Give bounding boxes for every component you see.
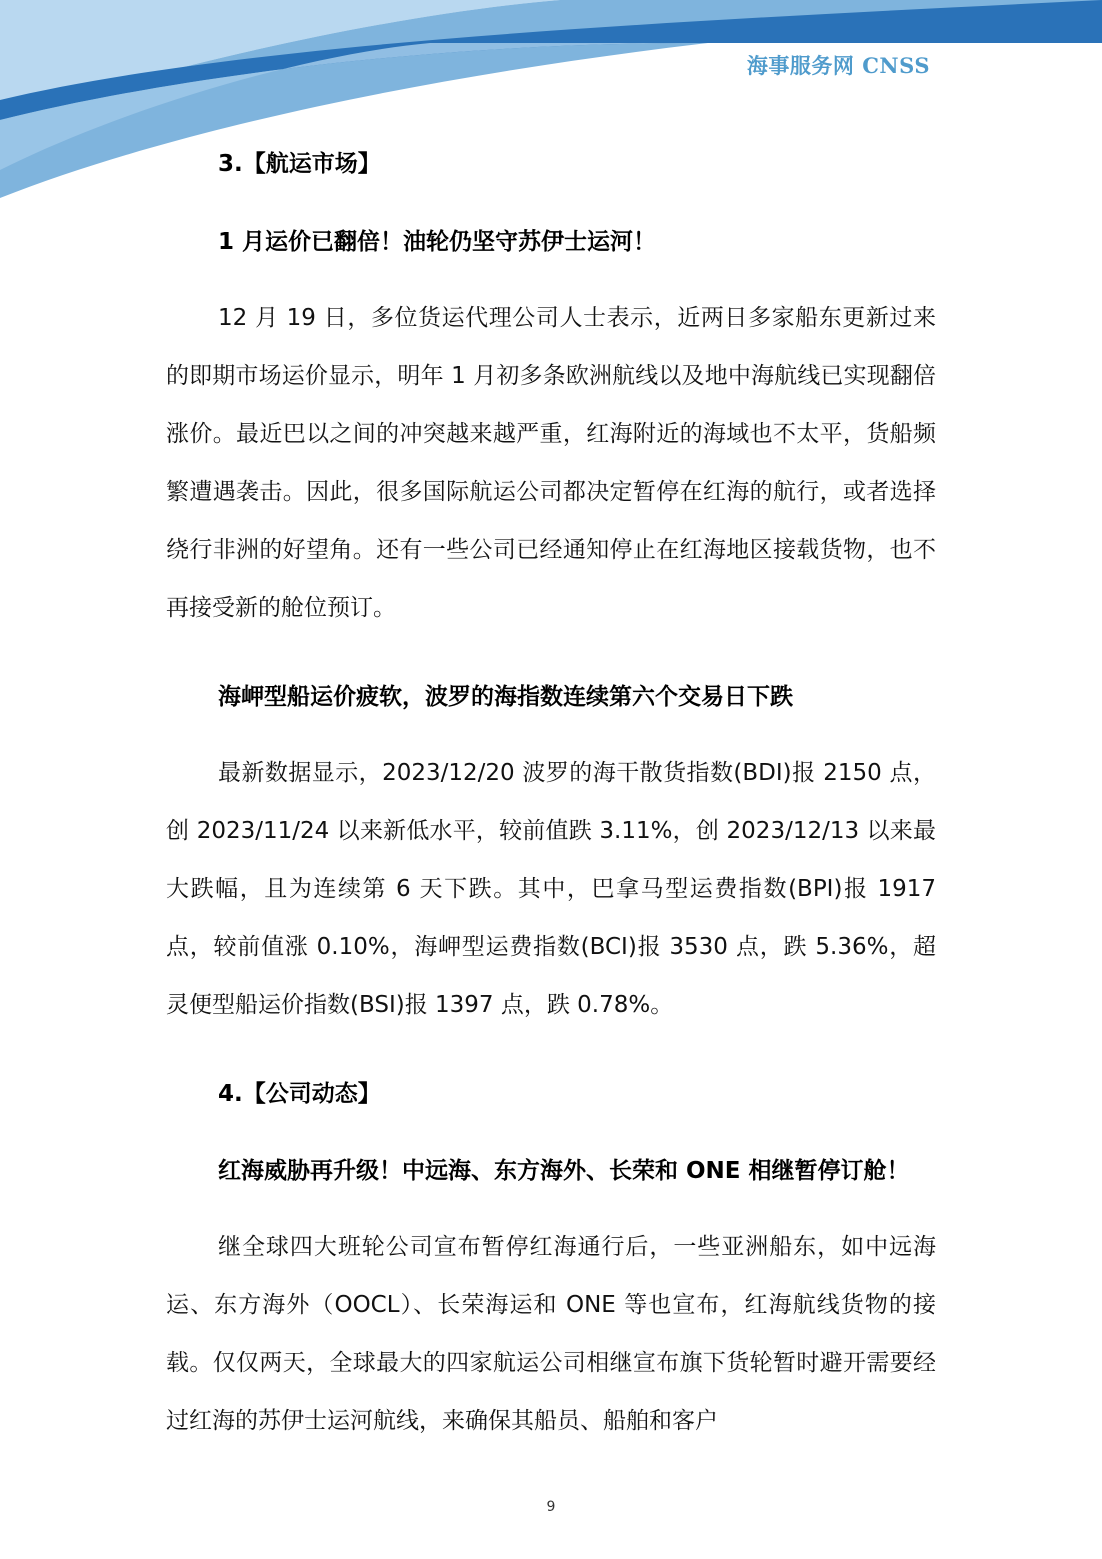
article-title-red-sea-threat: 红海威胁再升级！中远海、东方海外、长荣和 ONE 相继暂停订舱！: [218, 1158, 910, 1184]
article-title-baltic-index: 海岬型船运价疲软，波罗的海指数连续第六个交易日下跌: [218, 684, 793, 710]
brand-header: 海事服务网 CNSS: [746, 53, 930, 78]
section-heading-shipping-market: 3.【航运市场】: [218, 151, 381, 177]
article-body-baltic-index: 最新数据显示，2023/12/20 波罗的海干散货指数(BDI)报 2150 点，创 2023/11/24 以来新低水平，较前值跌 3.11%，创 2023/12/13 以来最大跌幅，且为连续第 6 天下跌。其中，巴拿马型运费指数(BPI)报 1917 点，较前值涨 0.10%，海岬型运费指数(BCI)报 3530 点，跌 5.36%，超灵便型船运价指数(BSI)报 1397 点，跌 0.78%。: [166, 760, 936, 1018]
article-body-red-sea-threat: 继全球四大班轮公司宣布暂停红海通行后，一些亚洲船东，如中远海运、东方海外（OOCL）、长荣海运和 ONE 等也宣布，红海航线货物的接载。仅仅两天，全球最大的四家航运公司相继宣布旗下货轮暂时避开需要经过红海的苏伊士运河航线，来确保其船员、船舶和客户: [166, 1234, 936, 1434]
document-body: [166, 140, 936, 1450]
page-number: 9: [546, 1499, 556, 1515]
section-heading-company-news: 4.【公司动态】: [218, 1081, 381, 1107]
article-body-freight-doubled: 12 月 19 日，多位货运代理公司人士表示，近两日多家船东更新过来的即期市场运价显示，明年 1 月初多条欧洲航线以及地中海航线已实现翻倍涨价。最近巴以之间的冲突越来越严重，红海附近的海域也不太平，货船频繁遭遇袭击。因此，很多国际航运公司都决定暂停在红海的航行，或者选择绕行非洲的好望角。还有一些公司已经通知停止在红海地区接载货物，也不再接受新的舱位预订。: [166, 305, 936, 621]
article-title-freight-doubled: 1 月运价已翻倍！油轮仍坚守苏伊士运河！: [218, 229, 657, 255]
